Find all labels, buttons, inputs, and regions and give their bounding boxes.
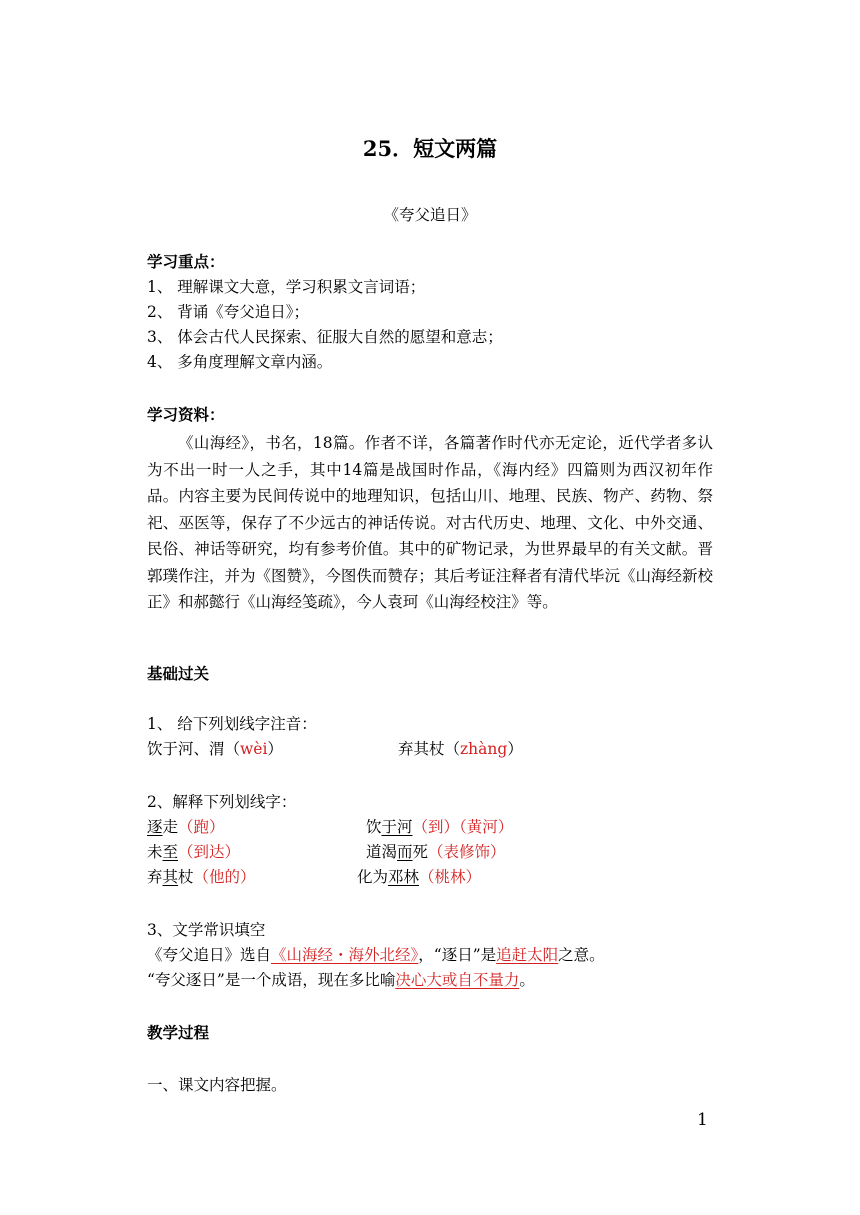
underlined-char: 其 (162, 868, 179, 886)
underlined-char: 逐 (147, 818, 163, 836)
q2-item (366, 817, 513, 837)
q2-item (147, 842, 240, 862)
underlined-char: 而 (397, 843, 413, 861)
fill-text: 之意。 (558, 946, 605, 964)
q2-item (147, 867, 256, 887)
q2-item (147, 817, 225, 837)
q1-b-text: 弃其杖（ (398, 740, 461, 758)
answer-text: （到）（黄河） (412, 818, 514, 836)
q3-prompt: 3、文学常识填空 (147, 921, 266, 939)
word-text: 走 (162, 818, 179, 836)
q1-b-close: ） (507, 740, 523, 758)
basics-heading: 基础过关 (147, 664, 210, 683)
process-item: 一、课文内容把握。 (147, 1076, 287, 1094)
q1-item-a (147, 739, 283, 759)
underlined-char: 邓林 (388, 868, 420, 886)
word-text: 杖 (178, 868, 194, 886)
answer-text: （跑） (178, 818, 225, 836)
material-paragraph: 《山海经》，书名，18篇。作者不详，各篇著作时代亦无定论，近代学者多认为不出一时一人之手，其中14篇是战国时作品，《海内经》四篇则为西汉初年作品。内容主要为民间传说中的地理知识，包括山川、地理、民族、物产、药物、祭祀、巫医等，保存了不少远古的神话传说。对古代历史、地理、文化、中外交通、民俗、神话等研究，均有参考价值。其中的矿物记录，为世界最早的有关文献。晋郭璞作注，并为《图赞》，今图佚而赞存；其后考证注释者有清代毕沅《山海经新校正》和郝懿行《山海经笺疏》，今人袁珂《山海经校注》等。 (147, 434, 713, 611)
answer-text: （桃林） (419, 868, 482, 886)
fill-text: 。 (519, 971, 535, 989)
q2-item (366, 842, 506, 862)
page-title: 25．短文两篇 (362, 136, 498, 161)
focus-heading: 学习重点： (147, 252, 225, 271)
focus-item: 1、 理解课文大意，学习积累文言词语； (147, 278, 426, 296)
word-text: 道渴 (366, 843, 398, 861)
underlined-char: 至 (162, 843, 179, 861)
process-heading: 教学过程 (147, 1023, 210, 1042)
fill-answer: 决心大或自不量力 (395, 971, 520, 989)
q1-item-b (398, 739, 523, 759)
q1-prompt: 1、 给下列划线字注音： (147, 715, 317, 733)
q3-line-1 (147, 945, 605, 965)
answer-text: （他的） (193, 868, 256, 886)
fill-answer: 《山海经・海外北经》 (271, 946, 419, 964)
q1-a-text: 饮于河、渭（ (147, 740, 241, 758)
fill-answer: 追赶太阳 (496, 946, 559, 964)
q1-a-close: ） (267, 740, 283, 758)
underlined-char: 于河 (381, 818, 413, 836)
q2-item (357, 867, 481, 887)
focus-item: 2、 背诵《夸父追日》； (147, 303, 310, 321)
word-text: 饮 (366, 818, 382, 836)
q1-b-answer: zhàng (460, 740, 508, 758)
answer-text: （表修饰） (428, 843, 506, 861)
word-text: 化为 (357, 868, 389, 886)
focus-item: 4、 多角度理解文章内涵。 (147, 353, 333, 371)
word-text: 死 (412, 843, 429, 861)
q1-a-answer: wèi (240, 740, 268, 758)
fill-text: ，“逐日”是 (418, 946, 497, 964)
focus-item: 3、 体会古代人民探索、征服大自然的愿望和意志； (147, 328, 503, 346)
lesson-subtitle: 《夸父追日》 (383, 206, 477, 224)
page-number: 1 (697, 1110, 708, 1130)
material-heading: 学习资料： (147, 405, 225, 424)
q2-prompt: 2、解释下列划线字： (147, 793, 297, 811)
fill-text: “夸父逐日”是一个成语，现在多比喻 (147, 971, 396, 989)
answer-text: （到达） (178, 843, 241, 861)
fill-text: 《夸父追日》选自 (147, 946, 272, 964)
q3-line-2 (147, 970, 535, 990)
word-text: 未 (147, 843, 163, 861)
word-text: 弃 (147, 868, 163, 886)
